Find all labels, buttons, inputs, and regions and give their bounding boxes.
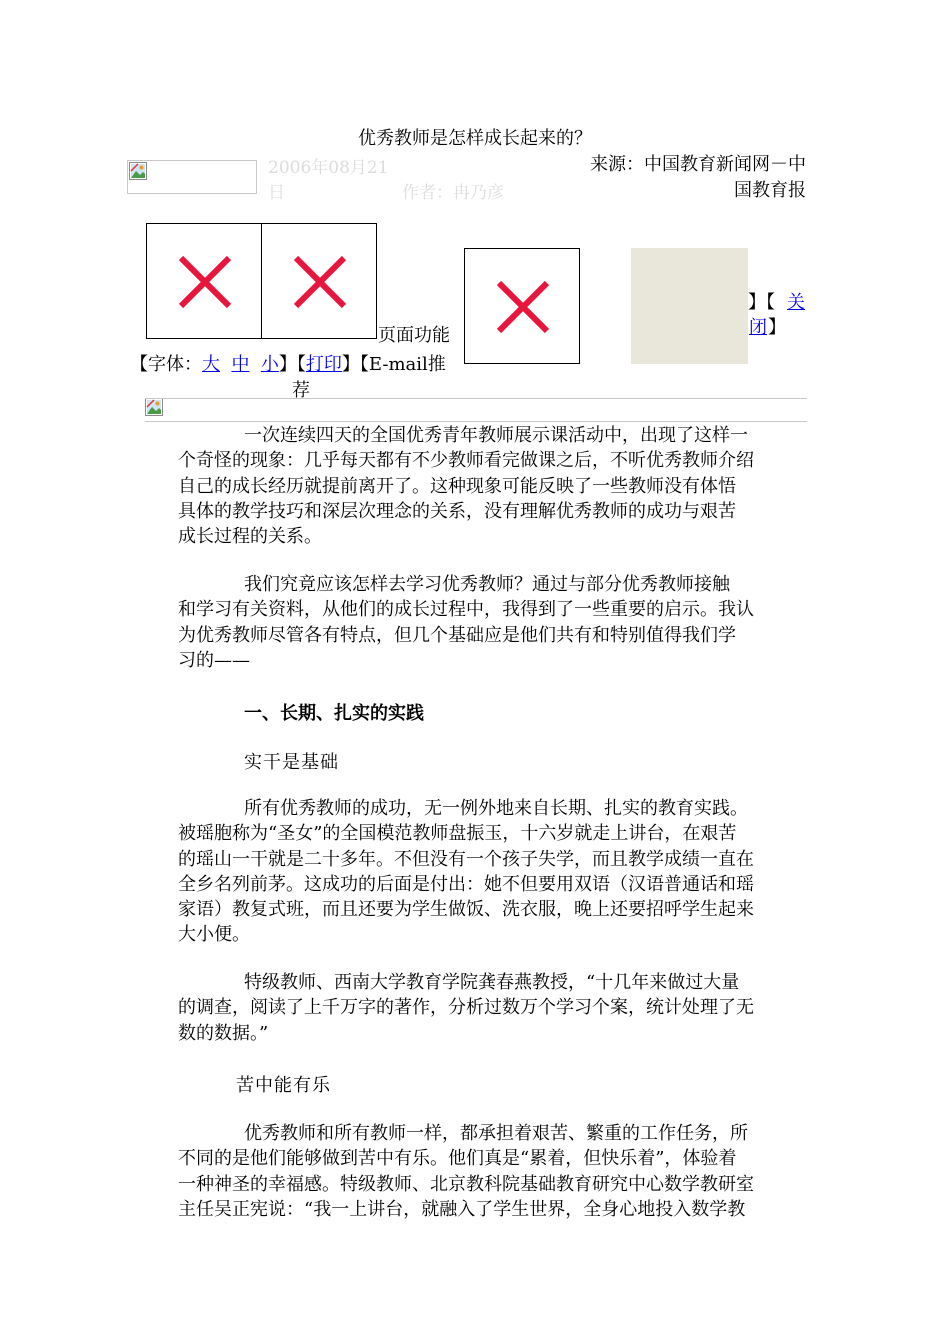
email-recommend-tail[interactable]: 荐 [292, 380, 310, 401]
text-line: 数的数据。” [178, 1022, 269, 1044]
paragraph-5 [178, 1121, 778, 1222]
font-label: 【字体： [130, 354, 202, 375]
author: 作者：冉乃彦 [402, 183, 504, 203]
text-line: 所有优秀教师的成功，无一例外地来自长期、扎实的教育实践。 [244, 798, 748, 819]
broken-image-icon [145, 398, 163, 416]
text-line: 自己的成长经历就提前离开了。这种现象可能反映了一些教师没有体悟 [178, 475, 736, 497]
broken-image-placeholder [127, 160, 257, 194]
missing-image-icon [147, 224, 263, 340]
close-link-part2[interactable]: 闭 [749, 317, 767, 338]
text-line: 主任吴正宪说：“我一上讲台，就融入了学生世界，全身心地投入数学教 [178, 1198, 746, 1220]
subsection-heading: 苦中能有乐 [236, 1075, 331, 1096]
missing-image-3 [464, 248, 580, 364]
missing-image-1 [146, 223, 262, 339]
paragraph-4 [178, 970, 778, 1046]
text-line: 大小便。 [178, 924, 250, 946]
font-small-link[interactable]: 小 [260, 354, 279, 375]
right-bracket: 】【 [748, 292, 775, 313]
close-link-part1[interactable]: 关 [787, 292, 805, 313]
page-functions-label: 页面功能 [378, 325, 450, 346]
image-placeholder-block [631, 248, 748, 364]
print-link[interactable]: 打印 [305, 354, 342, 375]
paragraph-2 [178, 572, 778, 673]
text-line: 一次连续四天的全国优秀青年教师展示课活动中，出现了这样一 [244, 425, 748, 446]
text-line: 优秀教师和所有教师一样，都承担着艰苦、繁重的工作任务，所 [244, 1123, 748, 1144]
text-line: 个奇怪的现象：几乎每天都有不少教师看完做课之后，不听优秀教师介绍 [178, 450, 754, 472]
text-line: 习的—— [178, 649, 250, 671]
text-line: 特级教师、西南大学教育学院龚春燕教授，“十几年来做过大量 [244, 972, 740, 993]
font-toolbar [130, 350, 446, 376]
text-line: 不同的是他们能够做到苦中有乐。他们真是“累着，但快乐着”，体验着 [178, 1148, 737, 1170]
text-line: 的瑶山一干就是二十多年。不但没有一个孩子失学，而且教学成绩一直在 [178, 848, 754, 870]
broken-image-icon [129, 162, 147, 180]
section-heading: 一、长期、扎实的实践 [244, 703, 424, 724]
toolbar-bracket: 】【 [278, 354, 306, 375]
publish-date: 2006年08月21 [268, 158, 389, 178]
missing-image-icon [465, 249, 581, 365]
paragraph-3 [178, 796, 778, 948]
text-line: 的调查，阅读了上千万字的著作，分析过数万个学习个案，统计处理了无 [178, 997, 754, 1019]
text-line: 全乡名列前茅。这成功的后面是付出：她不但要用双语（汉语普通话和瑶 [178, 873, 754, 895]
paragraph-1 [178, 423, 778, 549]
text-line: 家语）教复式班，而且还要为学生做饭、洗衣服，晚上还要招呼学生起来 [178, 899, 754, 921]
subsection-heading: 实干是基础 [244, 752, 339, 773]
divider [145, 421, 807, 422]
text-line: 被瑶胞称为“圣女”的全国模范教师盘振玉，十六岁就走上讲台，在艰苦 [178, 823, 737, 845]
text-line: 成长过程的关系。 [178, 526, 322, 548]
text-line: 具体的教学技巧和深层次理念的关系，没有理解优秀教师的成功与艰苦 [178, 500, 736, 522]
divider [145, 398, 807, 399]
missing-image-icon [262, 224, 378, 340]
source-line-1: 来源：中国教育新闻网－中 [590, 154, 806, 175]
text-line: 一种神圣的幸福感。特级教师、北京教科院基础教育研究中心数学教研室 [178, 1173, 754, 1195]
source-line-2: 国教育报 [734, 180, 806, 201]
text-line: 为优秀教师尽管各有特点，但几个基础应是他们共有和特别值得我们学 [178, 624, 736, 646]
email-recommend-label[interactable]: 】【E-mail推 [341, 354, 446, 375]
text-line: 我们究竟应该怎样去学习优秀教师？通过与部分优秀教师接触 [244, 574, 730, 595]
publish-date-day: 日 [268, 183, 285, 203]
close-bracket: 】 [768, 317, 786, 338]
text-line: 和学习有关资料，从他们的成长过程中，我得到了一些重要的启示。我认 [178, 599, 754, 621]
article-title: 优秀教师是怎样成长起来的？ [358, 128, 592, 149]
broken-image-small [145, 398, 163, 416]
font-medium-link[interactable]: 中 [231, 354, 250, 375]
missing-image-2 [261, 223, 377, 339]
font-large-link[interactable]: 大 [202, 354, 220, 375]
